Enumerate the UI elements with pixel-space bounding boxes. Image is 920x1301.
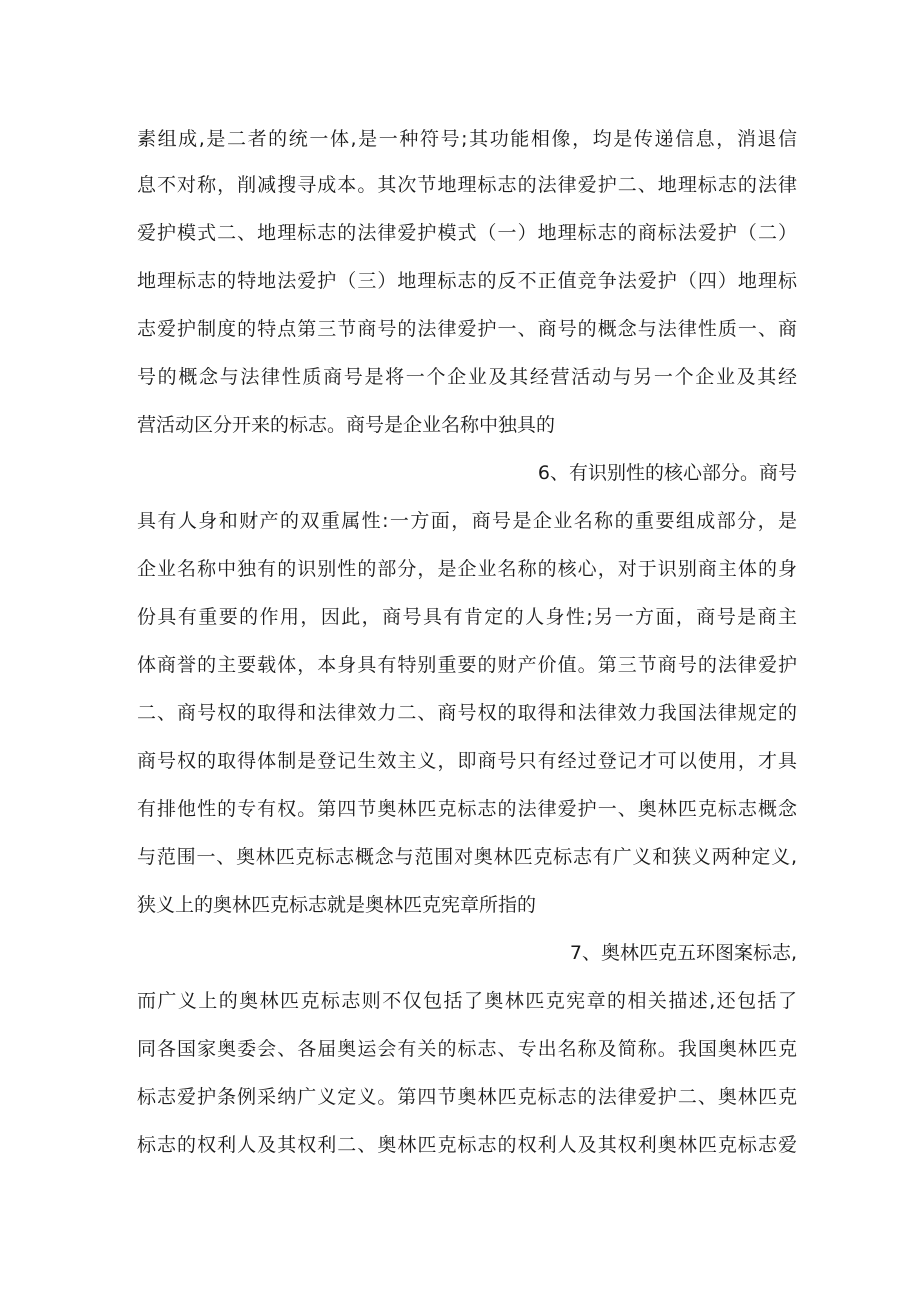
text-line: 同各国家奥委会、各届奥运会有关的标志、专出名称及简称。我国奥林匹克 (137, 1038, 797, 1060)
text-line: 与范围一、奥林匹克标志概念与范围对奥林匹克标志有广义和狭义两种定义, (137, 846, 797, 868)
text-line: 二、商号权的取得和法律效力二、商号权的取得和法律效力我国法律规定的 (137, 702, 797, 724)
text-line: 地理标志的特地法爱护（三）地理标志的反不正值竞争法爱护（四）地理标 (137, 270, 797, 292)
text-line: 企业名称中独有的识别性的部分，是企业名称的核心，对于识别商主体的身 (137, 558, 797, 580)
text-line: 息不对称，削减搜寻成本。其次节地理标志的法律爱护二、地理标志的法律 (137, 174, 797, 196)
text-line: 体商誉的主要载体，本身具有特别重要的财产价值。第三节商号的法律爱护 (137, 654, 797, 676)
text-line: 份具有重要的作用，因此，商号具有肯定的人身性;另一方面，商号是商主 (137, 606, 797, 628)
text-line: 标志爱护条例采纳广义定义。第四节奥林匹克标志的法律爱护二、奥林匹克 (137, 1086, 797, 1108)
list-item-number-6: 6、有识别性的核心部分。商号 (537, 462, 797, 484)
text-line: 具有人身和财产的双重属性:一方面，商号是企业名称的重要组成部分，是 (137, 510, 797, 532)
text-line: 而广义上的奥林匹克标志则不仅包括了奥林匹克宪章的相关描述,还包括了 (137, 990, 797, 1012)
text-line: 标志的权利人及其权利二、奥林匹克标志的权利人及其权利奥林匹克标志爱 (137, 1134, 797, 1156)
text-line: 狭义上的奥林匹克标志就是奥林匹克宪章所指的 (137, 894, 537, 916)
list-item-number-7: 7、奥林匹克五环图案标志, (569, 942, 797, 964)
text-line: 有排他性的专有权。第四节奥林匹克标志的法律爱护一、奥林匹克标志概念 (137, 798, 797, 820)
text-line: 号的概念与法律性质商号是将一个企业及其经营活动与另一个企业及其经 (137, 366, 797, 388)
text-line: 爱护模式二、地理标志的法律爱护模式（一）地理标志的商标法爱护（二） (137, 222, 797, 244)
text-line: 素组成,是二者的统一体,是一种符号;其功能相像，均是传递信息，消退信 (137, 128, 797, 150)
text-line: 商号权的取得体制是登记生效主义，即商号只有经过登记才可以使用，才具 (137, 750, 797, 772)
text-line: 营活动区分开来的标志。商号是企业名称中独具的 (137, 414, 556, 436)
text-line: 志爱护制度的特点第三节商号的法律爱护一、商号的概念与法律性质一、商 (137, 318, 797, 340)
